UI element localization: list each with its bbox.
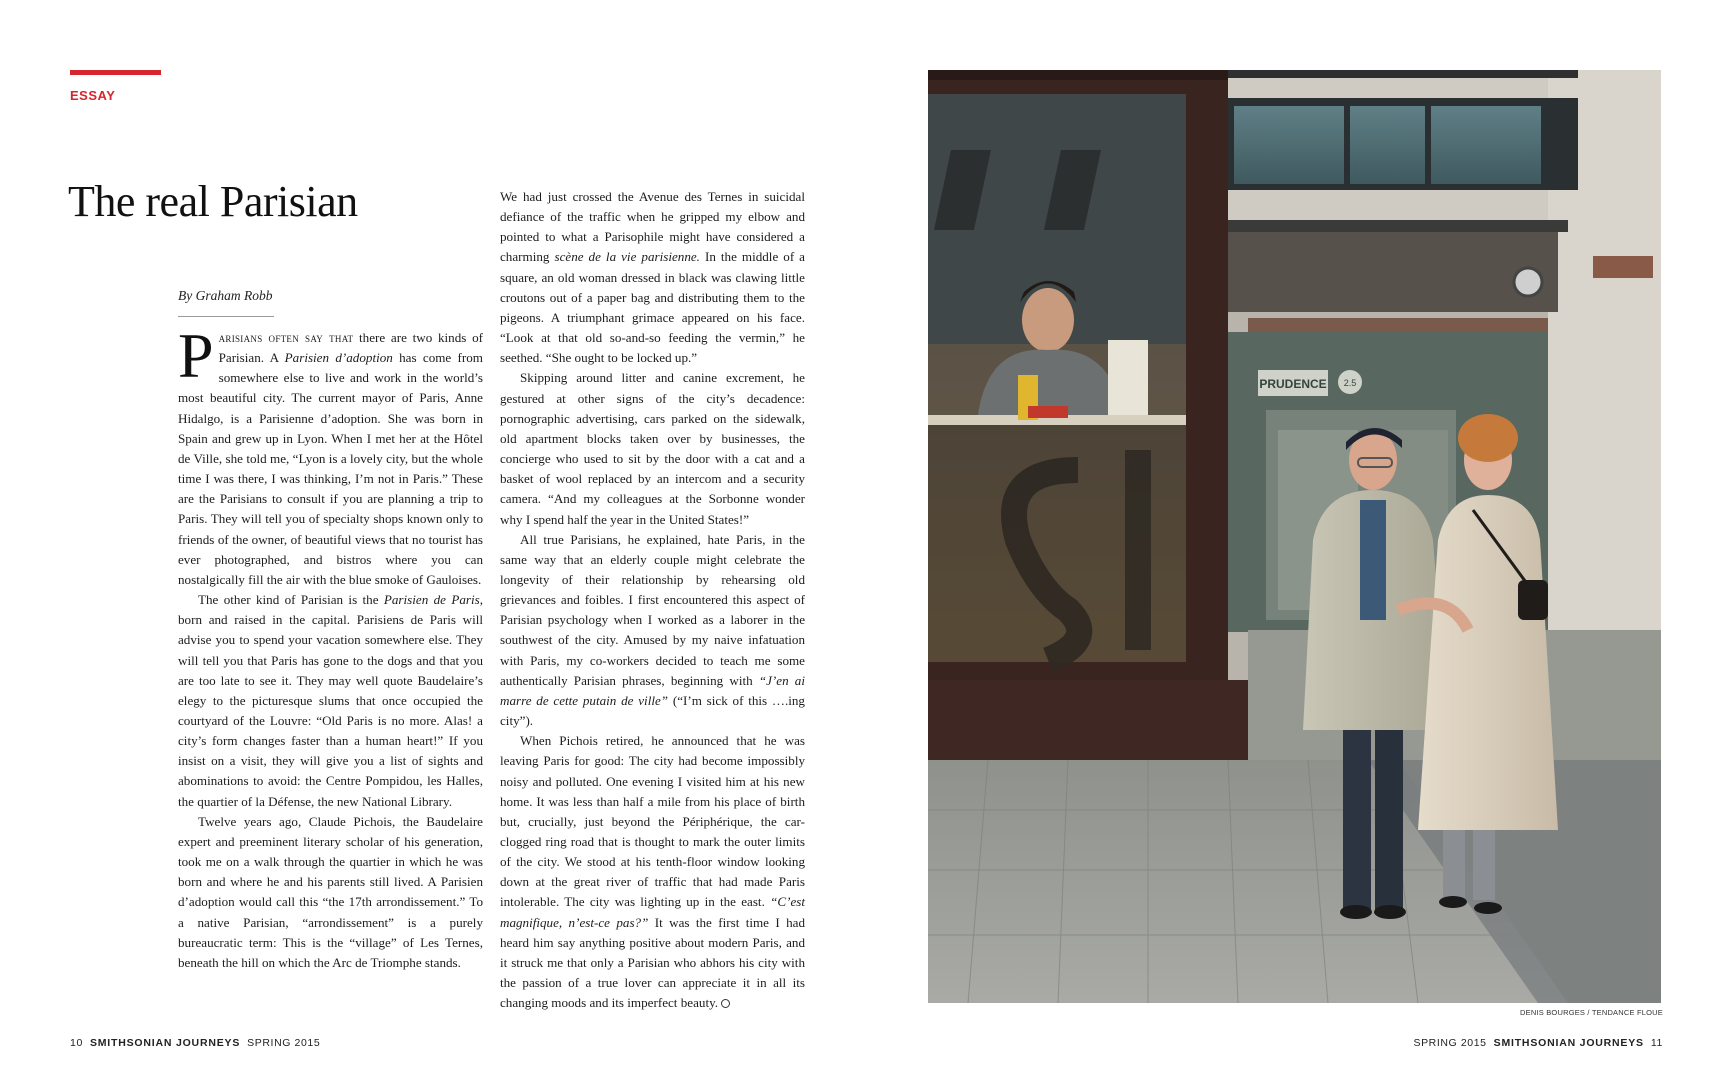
magazine-name: SMITHSONIAN JOURNEYS: [1493, 1037, 1644, 1049]
folio-left: [70, 1037, 320, 1049]
photo-credit: DENIS BOURGES / TENDANCE FLOUE: [1520, 1008, 1663, 1017]
section-rule: [70, 70, 161, 75]
paragraph: Skipping around litter and canine excrement, he gestured at other signs of the city’s decadence: pornographic advertising, cars parked on the sidewalk, old apartment blocks taken over by businesses, the concierge who used to sit by the door with a cat and a basket of wool replaced by an intercom and a security camera. “And my colleagues at the Sorbonne wonder why I spend half the year in the United States!”: [500, 370, 805, 527]
body-column-2: [500, 187, 805, 1013]
drop-cap: P: [178, 320, 214, 391]
street-scene-photo: [928, 70, 1661, 1003]
article-photo: [928, 70, 1661, 1003]
paragraph: All true Parisians, he explained, hate Paris, in the same way that an elderly couple might celebrate the longevity of their relationship by rehearsing old grievances and foibles. I first encountered this aspect of Parisian psychology when I worked as a laborer in the southwest of the city. Amused by my naive infatuation with Paris, my co-workers decided to teach me some authentically Parisian phrases, beginning with “J’en ai marre de cette putain de ville” (“I’m sick of this ….ing city”).: [500, 531, 805, 729]
issue-date: SPRING 2015: [247, 1037, 321, 1049]
magazine-name: SMITHSONIAN JOURNEYS: [89, 1037, 241, 1049]
page-number: 11: [1650, 1037, 1663, 1049]
byline: By Graham Robb: [178, 288, 273, 303]
paragraph: Parisians often say that there are two kinds of Parisian. A Parisien d’adoption has come from somewhere else to live and work in the world’s most beautiful city. The current mayor of Paris, Anne Hidalgo, is a Parisienne d’adoption. She was born in Spain and grew up in Lyon. When I met her at the Hôtel de Ville, she told me, “Lyon is a lovely city, but the whole time I was there, I was thinking, I’m not in Paris.” These are the Parisians to consult if you are planning a trip to Paris. They will tell you of specialty shops known only to friends of the owner, of beautiful views that no tourist has ever photographed, and bistros where you can nostalgically fill the air with the blue smoke of Gauloises.: [178, 320, 483, 587]
article-title: The real Parisian: [68, 177, 358, 226]
window-number: 2.5: [1343, 378, 1357, 388]
paragraph: Twelve years ago, Claude Pichois, the Baudelaire expert and preeminent literary scholar of his generation, took me on a walk through the quartier in which he was born and where he and his parents still lived. A Parisien d’adoption would call this “the 17th arrondissement.” To a native Parisian, “arrondissement” is a purely bureaucratic term: This is the “village” of Les Ternes, beneath the hill on which the Arc de Triomphe stands.: [178, 813, 483, 970]
paragraph: When Pichois retired, he announced that he was leaving Paris for good: The city had become impossibly noisy and polluted. One evening I visited him at his new home. It was less than half a mile from his place of birth but, crucially, just beyond the Périphérique, the car-clogged ring road that is thought to mark the outer limits of the city. We stood at his tenth-floor window looking down at the great river of traffic that had made Paris intolerable. The city was lighting up in the east. “C’est magnifique, n’est-ce pas?” It was the first time I had heard him say anything positive about modern Paris, and it struck me that only a Parisian who abhors his city with the passion of a true lover can appreciate it in all its changing moods and its imperfect beauty.: [500, 733, 805, 1011]
lead-in: arisians often say that: [218, 330, 354, 345]
paragraph: We had just crossed the Avenue des Ternes in suicidal defiance of the traffic when he gripped my elbow and pointed to what a Parisophile might have considered a charming scène de la vie parisienne. In the middle of a square, an old woman dressed in black was clawing little croutons out of a paper bag and distributing them to the pigeons. A triumphant grimace appeared on his face. “Look at that old so-and-so feeding the vermin,” he seethed. “She ought to be locked up.”: [500, 189, 805, 366]
issue-date: SPRING 2015: [1413, 1037, 1487, 1049]
byline-rule: [178, 316, 274, 317]
section-label: ESSAY: [70, 88, 116, 103]
store-sign: PRUDENCE: [1259, 377, 1327, 391]
page-number: 10: [70, 1037, 83, 1049]
end-mark-icon: [721, 999, 730, 1008]
body-column-1: [178, 320, 483, 973]
paragraph: The other kind of Parisian is the Parisien de Paris, born and raised in the capital. Parisiens de Paris will advise you to spend your vacation somewhere else. They will tell you that Paris has gone to the dogs and that you are too late to see it. They may well quote Baudelaire’s elegy to the picturesque slums that once occupied the courtyard of the Louvre: “Old Paris is no more. Alas! a city’s form changes faster than a human heart!” If you insist on a visit, they will give you a list of sights and abominations to avoid: the Centre Pompidou, les Halles, the quartier of la Défense, the new National Library.: [178, 592, 483, 809]
folio-right: [1413, 1037, 1663, 1049]
